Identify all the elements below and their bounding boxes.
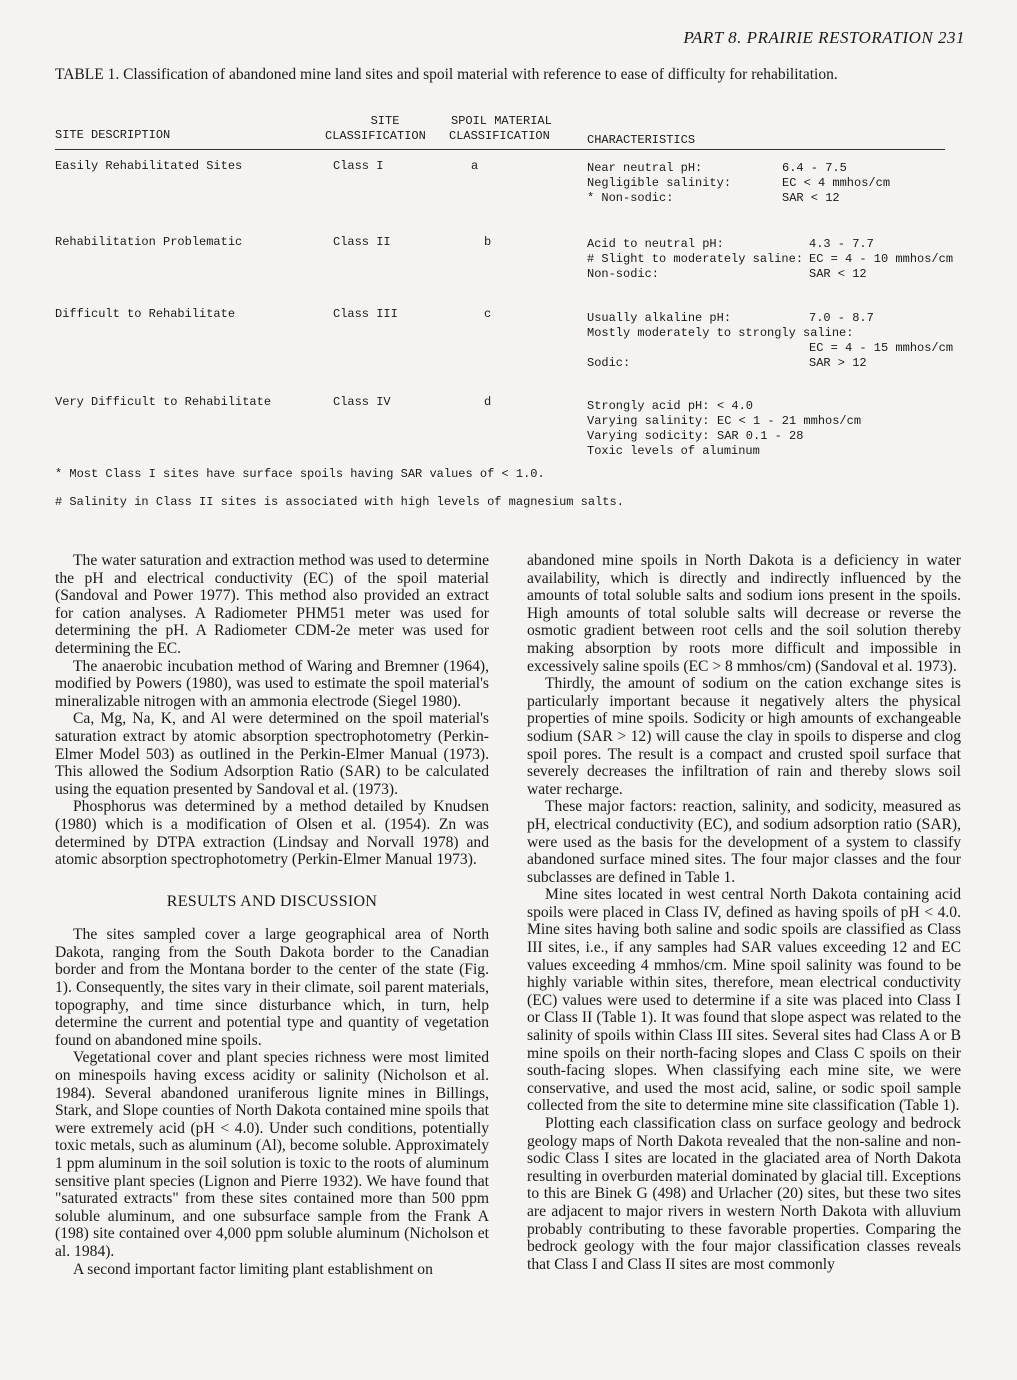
char-value: 7.0 - 8.7 bbox=[809, 311, 874, 325]
table-footnote: # Salinity in Class II sites is associated with high levels of magnesium salts. bbox=[55, 495, 624, 509]
paragraph: A second important factor limiting plant establishment on bbox=[73, 1260, 433, 1278]
section-heading: RESULTS AND DISCUSSION bbox=[166, 892, 378, 910]
char-value: EC = 4 - 10 mmhos/cm bbox=[809, 252, 954, 266]
char-label: Acid to neutral pH: bbox=[587, 237, 724, 251]
row-description: Difficult to Rehabilitate bbox=[55, 307, 236, 321]
char-label: Negligible salinity: bbox=[587, 176, 732, 190]
header-spoil-classification-line2: CLASSIFICATION bbox=[449, 129, 550, 143]
char-value: SAR > 12 bbox=[809, 356, 867, 370]
char-value: SAR < 12 bbox=[809, 267, 867, 281]
row-description: Easily Rehabilitated Sites bbox=[55, 159, 243, 173]
row-spoil-class: a bbox=[471, 159, 479, 173]
char-label: Mostly moderately to strongly saline: bbox=[587, 326, 854, 340]
header-spoil-classification-line1: SPOIL MATERIAL bbox=[451, 114, 552, 128]
row-description: Very Difficult to Rehabilitate bbox=[55, 395, 272, 409]
char-label: * Non-sodic: bbox=[587, 191, 674, 205]
row-spoil-class: d bbox=[484, 395, 492, 409]
row-site-class: Class IV bbox=[333, 395, 391, 409]
paragraph: These major factors: reaction, salinity, and sodicity, measured as pH, electrical conductivity (EC), and sodium adsorption ratio (SAR), were used as the basis for the development of a system to classify abandoned surface mined sites. The four major classes and the four subclasses are defined in Table 1. bbox=[527, 798, 961, 886]
char-value: 6.4 - 7.5 bbox=[782, 161, 847, 175]
paragraph: The anaerobic incubation method of Waring and Bremner (1964), modified by Powers (1980), was used to estimate the spoil material's mineralizable nitrogen with an ammonia electrode (Siegel 1980). bbox=[55, 657, 489, 710]
paragraph: Plotting each classification class on surface geology and bedrock geology maps of North Dakota revealed that the non-saline and non-sodic Class I sites are located in the glaciated area of North Dakota resulting in overburden material dominated by glacial till. Exceptions to this are Binek G (498) and Urlacher (20) sites, but these two sites are adjacent to major rivers in western North Dakota with alluvium probably contributing to these favorable properties. Comparing the bedrock geology with the four major classification classes reveals that Class I and Class II sites are most commonly bbox=[527, 1115, 961, 1273]
header-characteristics: CHARACTERISTICS bbox=[587, 133, 696, 147]
paragraph: The sites sampled cover a large geographical area of North Dakota, ranging from the South Dakota border to the Canadian border and from the Montana border to the center of the state (Fig. 1). Consequently, the sites vary in their climate, soil parent materials, topography, and time since disturbance which, in turn, help determine the current and potential type and quantity of vegetation found on abandoned mine spoils. bbox=[55, 926, 489, 1049]
header-site-description: SITE DESCRIPTION bbox=[55, 128, 171, 142]
char-label: Toxic levels of aluminum bbox=[587, 444, 760, 458]
row-spoil-class: c bbox=[484, 307, 492, 321]
char-label: Varying sodicity: bbox=[587, 429, 710, 443]
char-value: < 4.0 bbox=[717, 399, 754, 413]
row-spoil-class: b bbox=[484, 235, 492, 249]
char-label bbox=[587, 341, 809, 356]
char-label: Near neutral pH: bbox=[587, 161, 703, 175]
char-label: # Slight to moderately saline: bbox=[587, 252, 804, 266]
right-column bbox=[527, 552, 961, 1273]
table-caption: TABLE 1. Classification of abandoned mine land sites and spoil material with reference to ease of difficulty for rehabilitation. bbox=[55, 66, 838, 83]
row-description: Rehabilitation Problematic bbox=[55, 235, 243, 249]
page-header: PART 8. PRAIRIE RESTORATION 231 bbox=[683, 28, 965, 47]
row-characteristics bbox=[587, 237, 953, 282]
paragraph: Vegetational cover and plant species richness were most limited on minespoils having excess acidity or salinity (Nicholson et al. 1984). Several abandoned uraniferous lignite mines in Billings, Stark, and Slope counties of North Dakota contained mine spoils that were extremely acid (pH < 4.0). Under such conditions, potentially toxic metals, such as aluminum (Al), become soluble. Approximately 1 ppm aluminum in the soil solution is toxic to the roots of aluminum sensitive plant species (Lignon and Pierre 1932). We have found that "saturated extracts" from these sites contained more than 500 ppm soluble aluminum, and one subsurface sample from the Frank A (198) site contained over 4,000 ppm soluble aluminum (Nicholson et al. 1984). bbox=[55, 1049, 489, 1260]
row-characteristics bbox=[587, 311, 953, 371]
paragraph: Ca, Mg, Na, K, and Al were determined on the spoil material's saturation extract by atomic absorption spectrophotometry (Perkin-Elmer Model 503) as outlined in the Perkin-Elmer Manual (1973). This allowed the Sodium Adsorption Ratio (SAR) to be calculated using the equation presented by Sandoval et al. (1973). bbox=[55, 710, 489, 798]
row-site-class: Class I bbox=[333, 159, 384, 173]
char-value: EC = 4 - 15 mmhos/cm bbox=[809, 341, 954, 355]
paragraph: Thirdly, the amount of sodium on the cation exchange sites is particularly important because it negatively alters the physical properties of mine spoils. Sodicity or high amounts of exchangeable sodium (SAR > 12) will cause the clay in spoils to disperse and clog spoil pores. The result is a compact and crusted spoil surface that severely decreases the infiltration of rain and thereby slows soil water recharge. bbox=[527, 675, 961, 798]
char-label: Sodic: bbox=[587, 356, 631, 370]
paragraph: Mine sites located in west central North Dakota containing acid spoils were placed in Class IV, defined as having spoils of pH < 4.0. Mine sites having both saline and sodic spoils are classified as Class III sites, i.e., if any samples had SAR values exceeding 12 and EC values exceeding 4 mmhos/cm. Mine spoil salinity was found to be highly variable within sites, therefore, mean electrical conductivity (EC) values were used to determine if a site was placed into Class I or Class II (Table 1). It was found that slope aspect was related to the salinity of spoils within Class III sites. Several sites had Class A or B mine spoils on their north-facing slopes and Class C spoils on their south-facing slopes. When classifying each mine site, we were conservative, and used the most acid, saline, or sodic spoil sample collected from the site to determine mine site classification (Table 1). bbox=[527, 886, 961, 1115]
char-label: Non-sodic: bbox=[587, 267, 660, 281]
paragraph: Phosphorus was determined by a method detailed by Knudsen (1980) which is a modification of Olsen et al. (1954). Zn was determined by DTPA extraction (Lindsay and Norvall 1978) and atomic absorption spectrophotometry (Perkin-Elmer Manual 1973). bbox=[55, 798, 489, 869]
left-column bbox=[55, 552, 489, 1278]
char-value: SAR 0.1 - 28 bbox=[717, 429, 804, 443]
header-site-classification-line2: CLASSIFICATION bbox=[325, 129, 426, 143]
char-value: EC < 1 - 21 mmhos/cm bbox=[717, 414, 862, 428]
header-site-classification-line1: SITE bbox=[370, 114, 400, 128]
char-label: Usually alkaline pH: bbox=[587, 311, 732, 325]
table-footnote: * Most Class I sites have surface spoils having SAR values of < 1.0. bbox=[55, 467, 545, 481]
char-value: SAR < 12 bbox=[782, 191, 840, 205]
char-label: Varying salinity: bbox=[587, 414, 710, 428]
row-site-class: Class II bbox=[333, 235, 391, 249]
row-characteristics bbox=[587, 399, 861, 459]
paragraph: The water saturation and extraction method was used to determine the pH and electrical conductivity (EC) of the spoil material (Sandoval and Power 1977). This method also provided an extract for cation analyses. A Radiometer PHM51 meter was used for determining the pH. A Radiometer CDM-2e meter was used for determining the EC. bbox=[55, 552, 489, 657]
char-label: Strongly acid pH: bbox=[587, 399, 710, 413]
row-site-class: Class III bbox=[333, 307, 398, 321]
table-rule bbox=[55, 149, 945, 150]
paragraph: abandoned mine spoils in North Dakota is a deficiency in water availability, which is directly and indirectly influenced by the amounts of total soluble salts and sodium ions present in the spoils. High amounts of total soluble salts will decrease or reverse the osmotic gradient between root cells and the soil solution thereby making absorption by roots more difficult and impossible in excessively saline spoils (EC > 8 mmhos/cm) (Sandoval et al. 1973). bbox=[527, 552, 961, 675]
char-value: 4.3 - 7.7 bbox=[809, 237, 874, 251]
row-characteristics bbox=[587, 161, 890, 206]
char-value: EC < 4 mmhos/cm bbox=[782, 176, 891, 190]
